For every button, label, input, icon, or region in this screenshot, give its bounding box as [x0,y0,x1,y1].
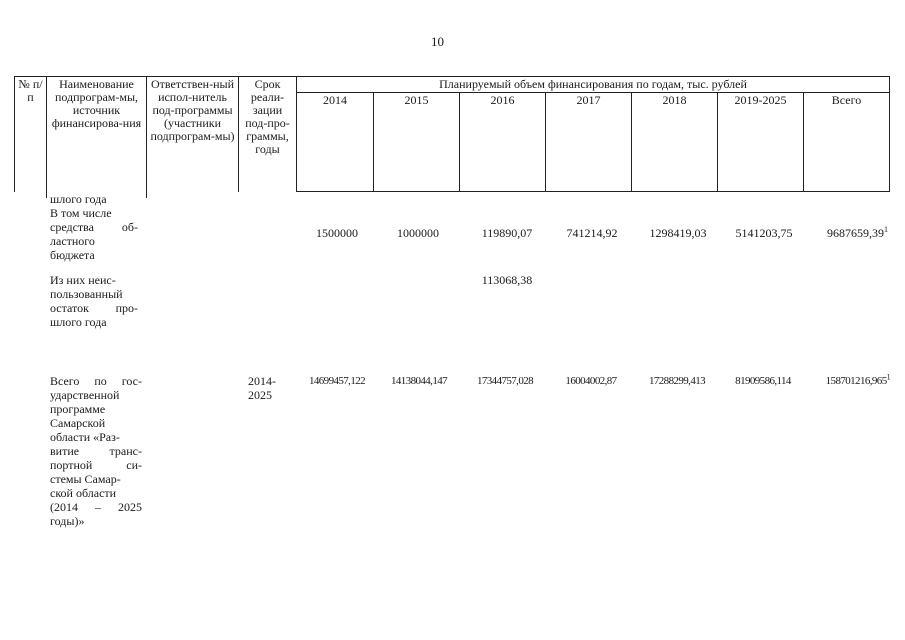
term-start: 2014- [248,374,276,388]
value-2015: 1000000 [397,226,439,240]
row-name-regional-budget [50,192,138,262]
name-line: средства об- [50,220,138,234]
row-name-unused-remainder [50,273,138,329]
header-total: Всего [804,93,890,192]
name-line: портной си- [50,458,142,472]
header-col-name: Наименование подпрограм-мы, источник финансирова-ния [47,77,147,192]
name-line: стемы Самар- [50,472,121,486]
total-all-number: 158701216,965 [825,375,887,387]
header-year-2016: 2016 [460,93,546,192]
name-line: Из них неис- [50,273,116,287]
header-col-responsible: Ответствен-ный испол-нитель под-программы (участники подпрограм-мы) [147,77,239,192]
program-term [248,374,292,402]
value-2019-2025: 5141203,75 [735,226,793,240]
column-rule [46,188,47,198]
name-line: Всего по гос- [50,374,142,388]
column-rule [146,188,147,198]
footnote-mark: 1 [886,372,890,382]
footnote-mark: 1 [884,225,888,234]
value-2017: 741214,92 [566,226,618,240]
value-2016: 119890,07 [481,226,533,240]
row-name-program-total [50,374,142,528]
name-line: бюджета [50,248,95,262]
header-year-2014: 2014 [297,93,374,192]
total-2019-2025: 81909586,114 [735,375,791,387]
name-line: ской области [50,486,117,500]
name-line: ластного [50,234,95,248]
total-2016: 17344757,028 [476,375,534,387]
total-2017: 16004002,87 [565,375,617,387]
total-all [796,374,890,388]
name-line: годы)» [50,514,85,528]
name-line: пользованный [50,287,123,301]
name-line: ударственной [50,388,120,402]
total-2014: 14699457,122 [308,375,366,387]
header-col-no: № п/п [15,77,47,192]
value-total [796,226,888,240]
value-total-number: 9687659,39 [827,226,884,240]
header-funding-title: Планируемый объем финансирования по годам, тыс. рублей [297,77,890,93]
page-number: 10 [431,34,444,49]
name-line: (2014 – 2025 [50,500,142,514]
value-2016-unused: 113068,38 [481,273,533,287]
name-line: витие транс- [50,444,142,458]
total-2018: 17288299,413 [648,375,706,387]
name-line: программе [50,402,106,416]
name-line: шлого года [50,315,107,329]
name-line: шлого года [50,192,107,206]
name-line: Самарской [50,416,106,430]
header-table [14,76,890,192]
total-2015: 14138044,147 [390,375,448,387]
name-line: области «Раз- [50,430,120,444]
header-year-2019-2025: 2019-2025 [718,93,804,192]
header-year-2017: 2017 [546,93,632,192]
header-year-2018: 2018 [632,93,718,192]
name-line: В том числе [50,206,112,220]
header-col-term: Срок реали-зации под-про-граммы, годы [239,77,297,192]
header-year-2015: 2015 [374,93,460,192]
term-end: 2025 [248,388,272,402]
value-2014: 1500000 [316,226,358,240]
name-line: остаток про- [50,301,138,315]
value-2018: 1298419,03 [649,226,707,240]
